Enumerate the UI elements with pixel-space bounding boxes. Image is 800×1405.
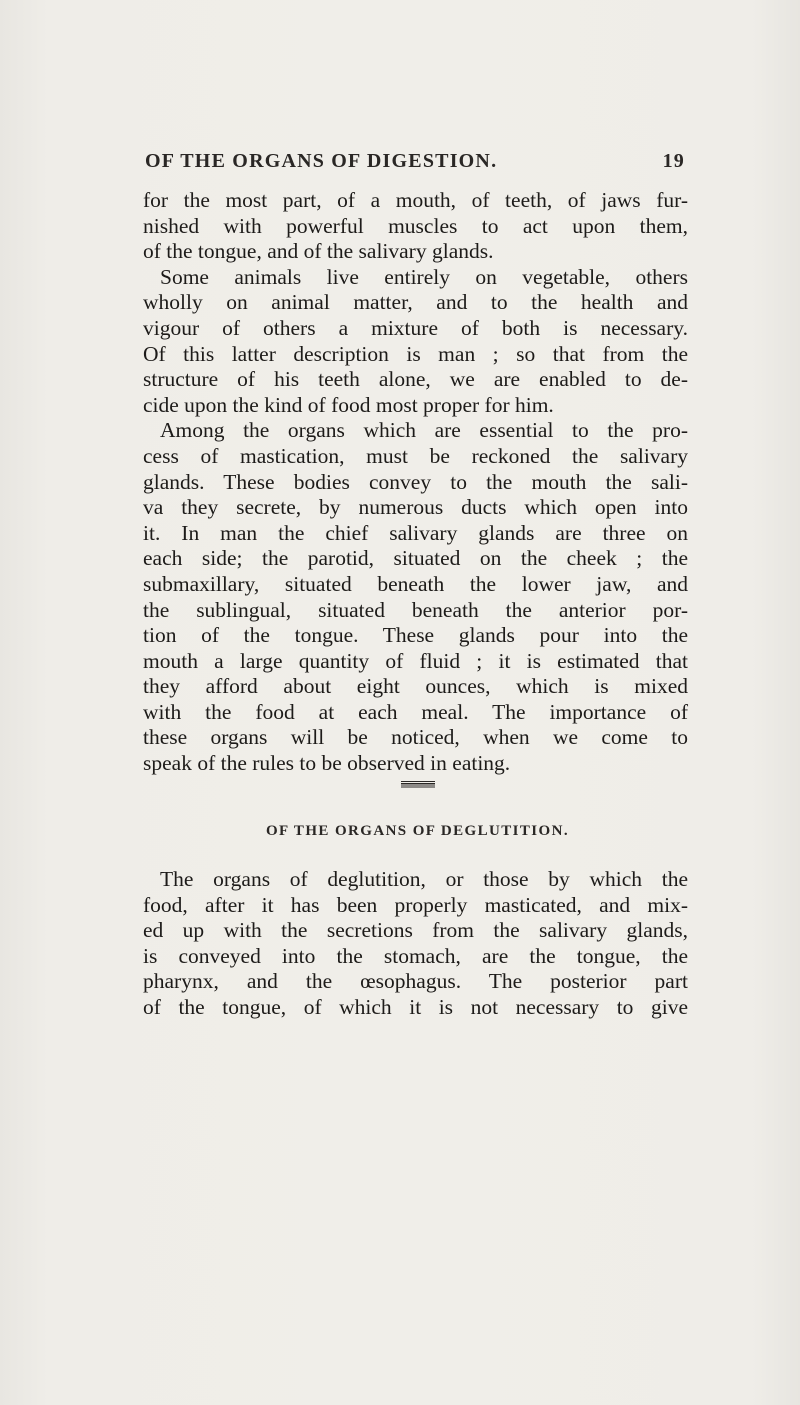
text-line: nished with powerful muscles to act upon them, [143,213,688,238]
text-line: tion of the tongue. These glands pour into the [143,623,688,648]
text-line: of the tongue, of which it is not necessary to give [143,994,688,1019]
text-line: speak of the rules to be observed in eating. [143,751,511,776]
text-line: ed up with the secretions from the salivary glands, [143,918,688,943]
text-line: glands. These bodies convey to the mouth the sali- [143,469,688,494]
text-line: for the most part, of a mouth, of teeth, of jaws fur- [143,188,688,212]
text-line: Among the organs which are essential to the pro- [160,418,688,443]
text-line: it. In man the chief salivary glands are three on [143,520,688,545]
page-number: 19 [662,150,685,172]
text-line: vigour of others a mixture of both is necessary. [143,315,688,340]
running-head-title: OF THE ORGANS OF DIGESTION. [145,150,498,172]
text-line: they afford about eight ounces, which is mixed [143,674,688,699]
text-line: structure of his teeth alone, we are enabled to de- [143,367,688,392]
text-line: Of this latter description is man ; so that from the [143,341,688,366]
text-line: wholly on animal matter, and to the health and [143,290,688,315]
text-line: these organs will be noticed, when we come to [143,725,688,750]
body-text-section-2 [143,867,688,1021]
text-line: cide upon the kind of food most proper for him. [143,392,554,417]
running-head [145,150,685,180]
body-text-section-1 [143,188,688,777]
text-line: The organs of deglutition, or those by which the [160,867,688,891]
text-line: mouth a large quantity of fluid ; it is estimated that [143,648,688,673]
text-line: va they secrete, by numerous ducts which open into [143,495,688,520]
text-line: with the food at each meal. The importance of [143,699,688,724]
text-line: of the tongue, and of the salivary glands. [143,239,494,264]
text-line: each side; the parotid, situated on the cheek ; the [143,546,688,571]
text-line: pharynx, and the œsophagus. The posterior part [143,969,688,994]
section-heading: OF THE ORGANS OF DEGLUTITION. [265,823,569,839]
section-divider-rule [401,781,435,788]
text-line: submaxillary, situated beneath the lower jaw, and [143,571,688,596]
text-line: cess of mastication, must be reckoned the salivary [143,443,688,468]
text-line: is conveyed into the stomach, are the tongue, the [143,943,688,968]
text-line: Some animals live entirely on vegetable, others [160,264,688,289]
text-line: the sublingual, situated beneath the anterior por- [143,597,688,622]
text-line: food, after it has been properly masticated, and mix- [143,892,688,917]
